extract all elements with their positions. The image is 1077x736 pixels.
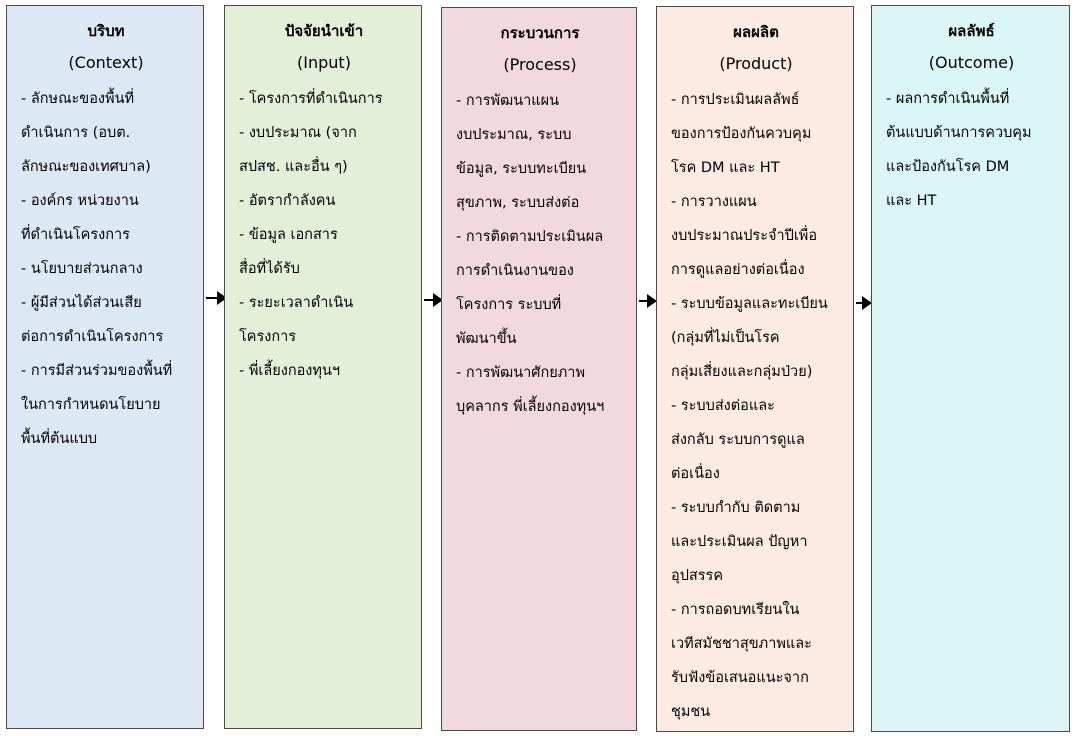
outcome-title: ผลลัพธ์ (948, 22, 995, 40)
arrow-input-to-process (424, 299, 434, 301)
arrow-product-to-outcome (856, 302, 863, 304)
input-body: - โครงการที่ดำเนินการ - งบประมาณ (จาก สปสช. และอื่น ๆ) - อัตรากำลังคน - ข้อมูล เอกสาร สื่อที่ได้รับ - ระยะเวลาดำเนิน โครงการ - พี่เลี้ยงกองทุนฯ (239, 91, 383, 379)
arrow-process-to-product (639, 300, 648, 302)
input-title: ปัจจัยนำเข้า (284, 22, 364, 40)
outcome-box (871, 5, 1070, 732)
input-box (224, 5, 422, 729)
context-box (6, 5, 204, 729)
input-subtitle: (Input) (297, 53, 351, 72)
outcome-body: - ผลการดำเนินพื้นที่ ต้นแบบด้านการควบคุม และป้องกันโรค DM และ HT (886, 91, 1032, 209)
context-title: บริบท (87, 22, 125, 40)
process-title: กระบวนการ (500, 24, 580, 42)
context-subtitle: (Context) (68, 53, 144, 72)
product-title: ผลผลิต (733, 23, 779, 41)
product-box (656, 6, 854, 732)
arrow-context-to-input (206, 297, 218, 299)
outcome-subtitle: (Outcome) (928, 53, 1015, 72)
product-body: - การประเมินผลลัพธ์ ของการป้องกันควบคุม โรค DM และ HT - การวางแผน งบประมาณประจำปีเพื่อ การดูแลอย่างต่อเนื่อง - ระบบข้อมูลและทะเบียน (กลุ่มที่ไม่เป็นโรค กลุ่มเสี่ยงและกลุ่มป่วย) - ระบบส่งต่อและ ส่งกลับ ระบบการดูแล ต่อเนื่อง - ระบบกำกับ ติดตาม และประเมินผล ปัญหา อุปสรรค - การถอดบทเรียนใน เวทีสมัชชาสุขภาพและ รับฟังข้อเสนอแนะจาก ชุมชน (671, 92, 828, 720)
context-body: - ลักษณะของพื้นที่ ดำเนินการ (อบต. ลักษณะของเทศบาล) - องค์กร หน่วยงาน ที่ดำเนินโครงการ - นโยบายส่วนกลาง - ผู้มีส่วนได้ส่วนเสีย ต่อการดำเนินโครงการ - การมีส่วนร่วมของพื้นที่ ในการกำหนดนโยบาย พื้นที่ต้นแบบ (21, 91, 173, 447)
product-subtitle: (Product) (719, 54, 793, 73)
process-subtitle: (Process) (503, 55, 577, 74)
process-box (441, 7, 637, 731)
process-body: - การพัฒนาแผน งบประมาณ, ระบบ ข้อมูล, ระบบทะเบียน สุขภาพ, ระบบส่งต่อ - การติดตามประเมินผล การดำเนินงานของ โครงการ ระบบที่ พัฒนาขึ้น - การพัฒนาศักยภาพ บุคลากร พี่เลี้ยงกองทุนฯ (456, 93, 605, 415)
